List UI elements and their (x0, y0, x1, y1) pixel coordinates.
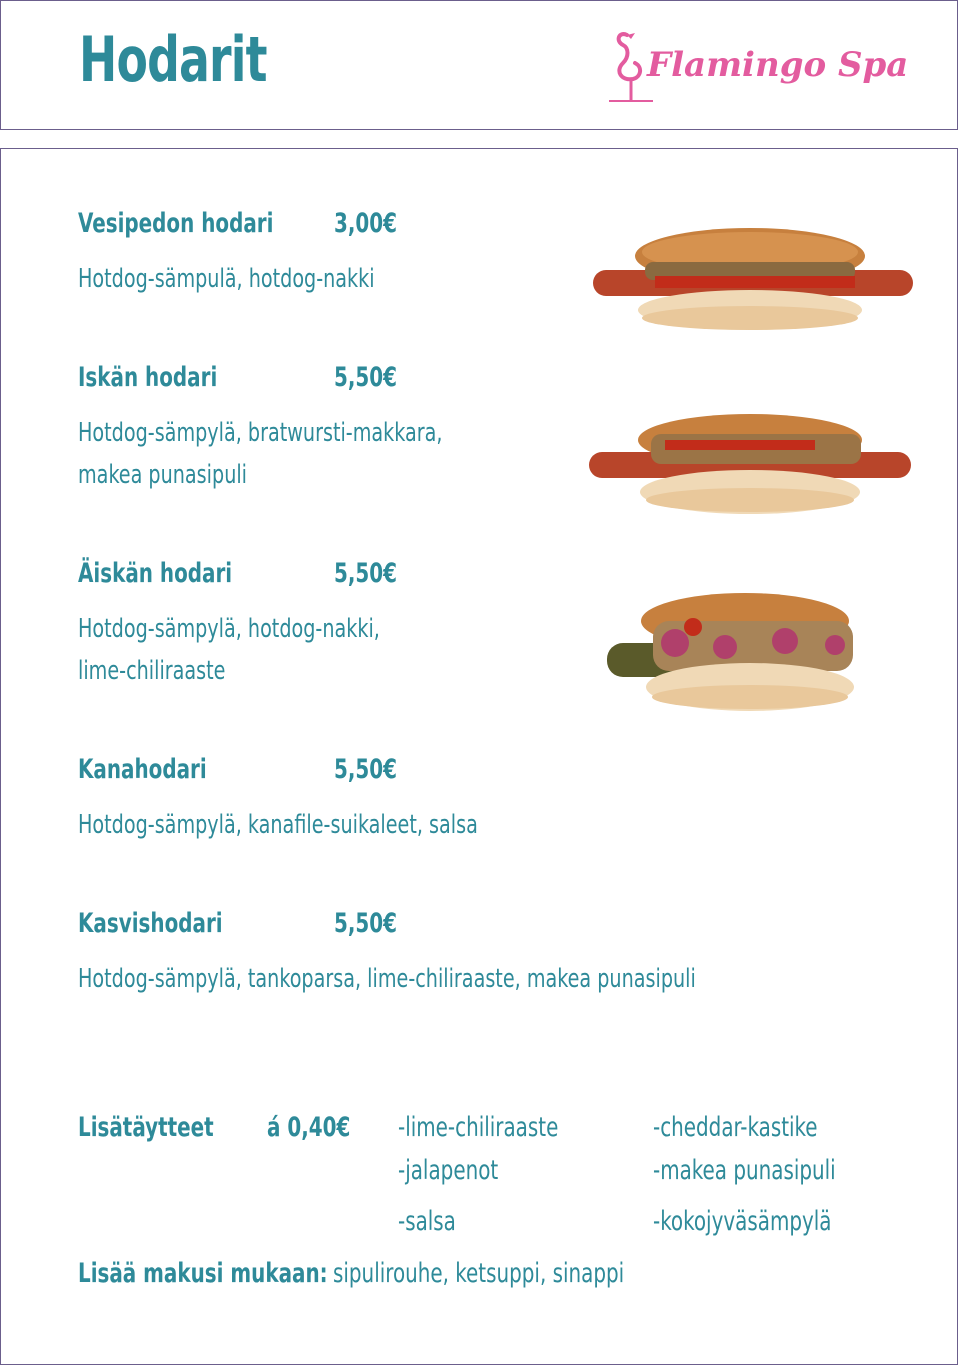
item-name: Iskän hodari (78, 362, 218, 393)
item-price: 5,50€ (334, 754, 398, 785)
extra-item: -jalapenot (398, 1155, 499, 1186)
item-name: Vesipedon hodari (78, 208, 274, 239)
extra-item: -kokojyväsämpylä (653, 1206, 832, 1237)
page-title: Hodarit (79, 23, 267, 96)
item-name: Äiskän hodari (78, 558, 233, 589)
item-description: Hotdog-sämpylä, kanafile-suikaleet, salsa (78, 810, 478, 840)
extras-price: á 0,40€ (267, 1112, 351, 1143)
extra-item: -makea punasipuli (653, 1155, 836, 1186)
extra-item: -cheddar-kastike (653, 1112, 818, 1143)
item-description: Hotdog-sämpylä, bratwursti-makkara, makea punasipuli (78, 418, 443, 490)
item-price: 5,50€ (334, 908, 398, 939)
extras-title: Lisätäytteet (78, 1112, 214, 1143)
hotdog-image (585, 404, 915, 524)
extra-item: -lime-chiliraaste (398, 1112, 559, 1143)
logo-text: Flamingo Spa (647, 45, 909, 85)
item-name: Kanahodari (78, 754, 207, 785)
item-description: Hotdog-sämpulä, hotdog-nakki (78, 264, 375, 294)
item-description: Hotdog-sämpylä, hotdog-nakki, lime-chiliraaste (78, 614, 380, 686)
taste-text: sipulirouhe, ketsuppi, sinappi (333, 1258, 625, 1289)
hotdog-image (585, 218, 915, 338)
hotdog-image (605, 585, 875, 720)
item-price: 5,50€ (334, 558, 398, 589)
item-price: 3,00€ (334, 208, 398, 239)
item-price: 5,50€ (334, 362, 398, 393)
header (0, 0, 958, 130)
item-description: Hotdog-sämpylä, tankoparsa, lime-chiliraaste, makea punasipuli (78, 964, 696, 994)
flamingo-spa-logo (605, 27, 909, 107)
item-name: Kasvishodari (78, 908, 223, 939)
extra-item: -salsa (398, 1206, 456, 1237)
taste-title: Lisää makusi mukaan: (78, 1258, 328, 1289)
